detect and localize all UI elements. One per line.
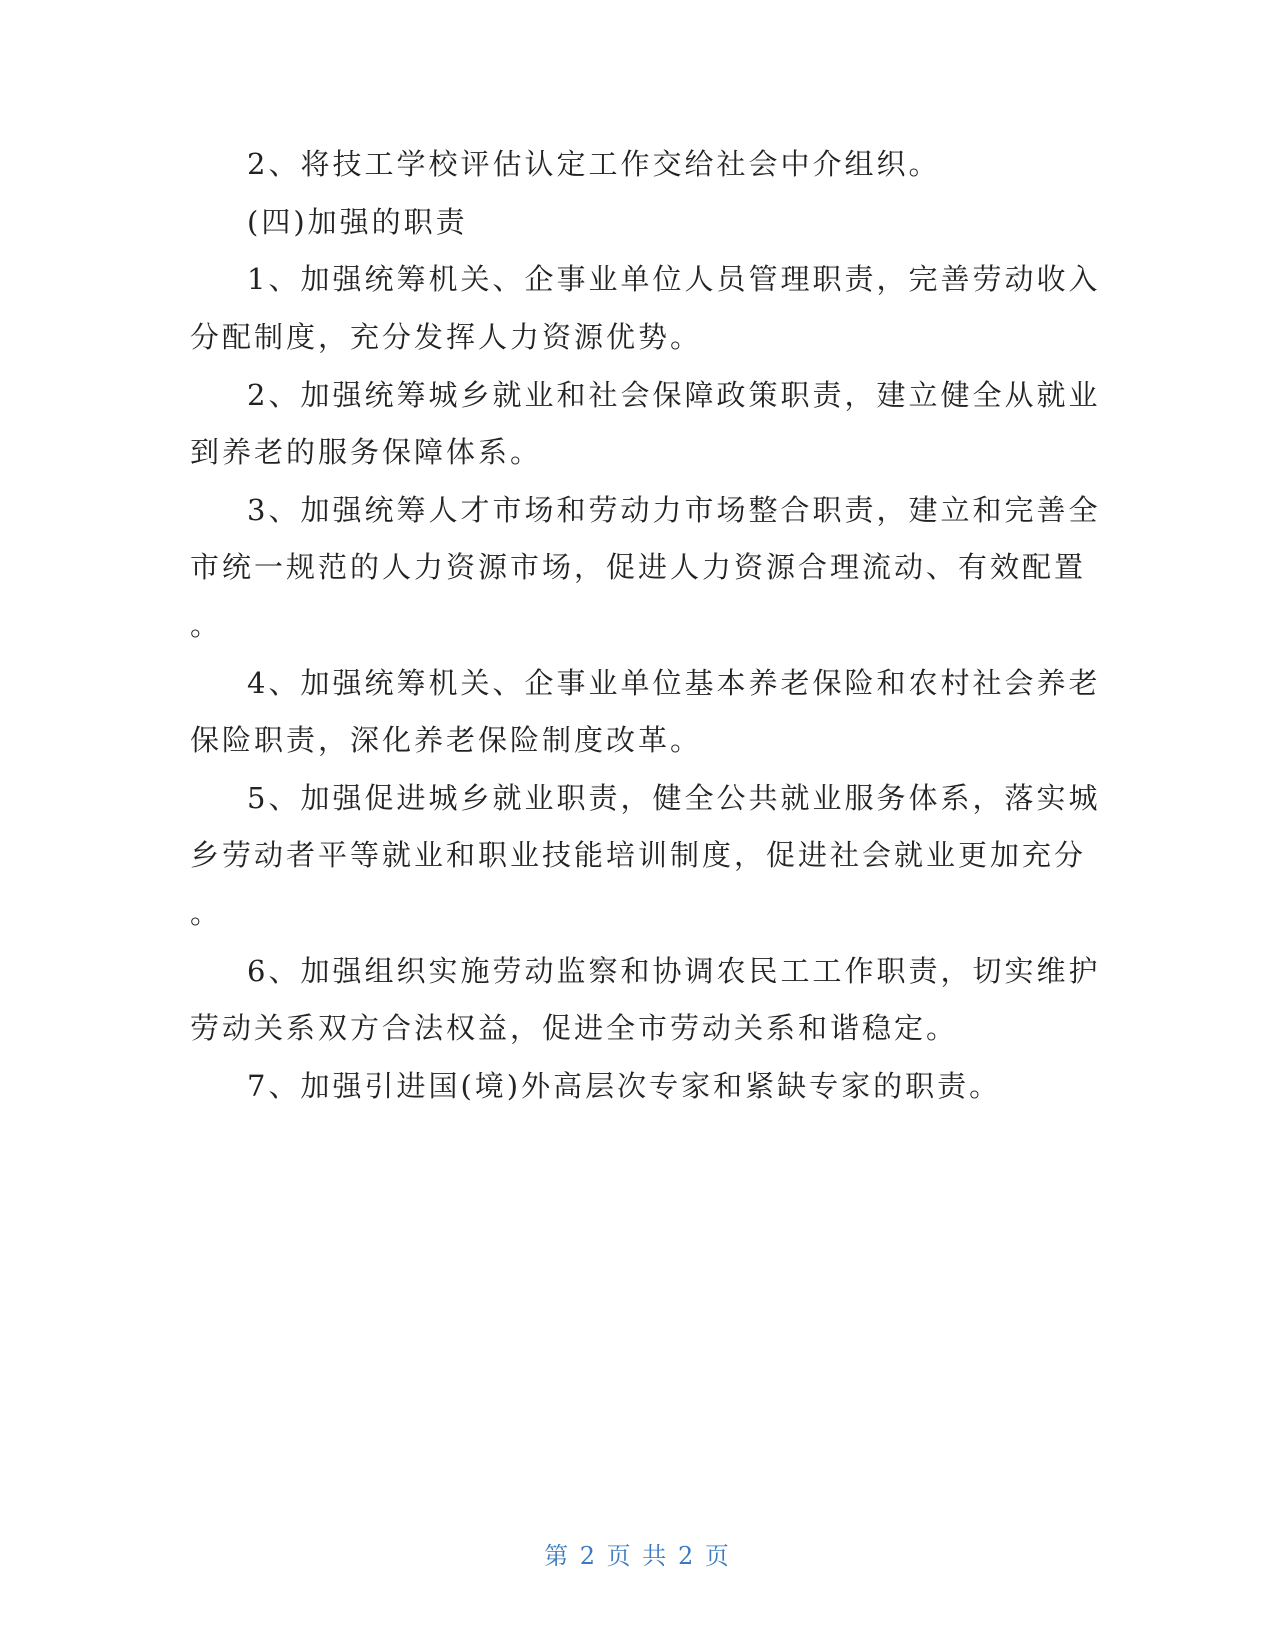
paragraph-line: 6、加强组织实施劳动监察和协调农民工工作职责，切实维护: [247, 954, 1101, 988]
paragraph-line: 2、加强统筹城乡就业和社会保障政策职责，建立健全从就业: [247, 378, 1101, 412]
paragraph-line: 。: [190, 896, 223, 930]
paragraph-line: 保险职责，深化养老保险制度改革。: [190, 723, 703, 757]
paragraph-line: 2、将技工学校评估认定工作交给社会中介组织。: [247, 147, 941, 181]
paragraph-line: 市统一规范的人力资源市场，促进人力资源合理流动、有效配置: [190, 550, 1087, 584]
paragraph-line: 劳动关系双方合法权益，促进全市劳动关系和谐稳定。: [190, 1011, 959, 1045]
page-number-footer: 第 2 页 共 2 页: [544, 1542, 731, 1570]
paragraph-line: 分配制度，充分发挥人力资源优势。: [190, 320, 703, 354]
paragraph-line: 到养老的服务保障体系。: [190, 435, 543, 469]
paragraph-line: 3、加强统筹人才市场和劳动力市场整合职责，建立和完善全: [247, 493, 1101, 527]
paragraph-line: 5、加强促进城乡就业职责，健全公共就业服务体系，落实城: [247, 781, 1101, 815]
paragraph-line: 7、加强引进国(境)外高层次专家和紧缺专家的职责。: [247, 1069, 1002, 1103]
paragraph-line: 1、加强统筹机关、企事业单位人员管理职责，完善劳动收入: [247, 262, 1101, 296]
paragraph-line: 4、加强统筹机关、企事业单位基本养老保险和农村社会养老: [247, 666, 1101, 700]
section-heading: (四)加强的职责: [247, 205, 468, 239]
paragraph-line: 。: [190, 608, 223, 642]
paragraph-line: 乡劳动者平等就业和职业技能培训制度，促进社会就业更加充分: [190, 838, 1087, 872]
